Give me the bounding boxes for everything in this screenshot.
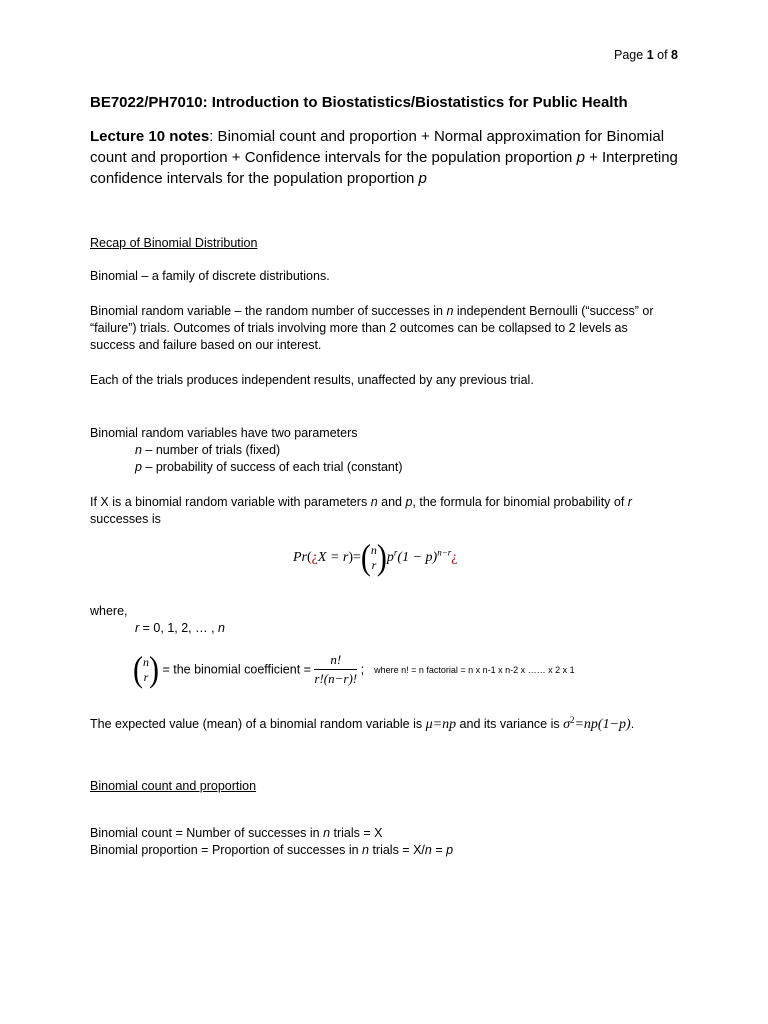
- rv-text-a: Binomial random variable – the random number of successes in: [90, 304, 447, 318]
- param-p: [135, 459, 403, 476]
- factorial-note: where n! = n factorial = n x n-1 x n-2 x …… x 2 x 1: [374, 664, 575, 675]
- formula-binom: ( n r ): [360, 537, 387, 578]
- formula-sup-nr: n−r: [437, 547, 452, 558]
- rv-n: n: [446, 304, 454, 318]
- formula-sup-r: r: [393, 547, 398, 558]
- coefficient-binom: ( n r ): [133, 649, 159, 689]
- lecture-label: Lecture 10 notes: [90, 128, 210, 145]
- formula-p: p: [386, 550, 394, 566]
- r-range: [135, 620, 225, 637]
- param-n: [135, 442, 280, 459]
- coef-text: = the binomial coefficient =: [159, 662, 315, 677]
- param-p-text: – probability of success of each trial (constant): [141, 460, 403, 474]
- params-intro: Binomial random variables have two parameters: [90, 426, 358, 440]
- expected-text-a: The expected value (mean) of a binomial random variable is: [90, 717, 426, 732]
- fi-p: p: [405, 495, 413, 509]
- coef-fraction: [314, 652, 357, 687]
- prop-text-c: =: [431, 843, 447, 857]
- formula-inv-q: ¿: [311, 550, 318, 566]
- formula-binom-top: n: [370, 543, 377, 557]
- lecture-topics-1: Binomial count and proportion + Normal approximation for Binomial count and proportion + Confidence intervals for the population proportion: [90, 128, 665, 166]
- param-n-symbol: n: [135, 443, 142, 457]
- lecture-heading: [90, 126, 680, 189]
- frac-denominator: r!(n−r)!: [314, 671, 358, 686]
- expected-text-b: and its variance is: [456, 717, 564, 732]
- prop-n: n: [362, 843, 369, 857]
- recap-heading: Recap of Binomial Distribution: [90, 236, 258, 250]
- param-p-symbol: p: [135, 460, 142, 474]
- page-word: Page: [614, 48, 644, 62]
- prop-p: p: [446, 843, 454, 857]
- prop-text-a: Binomial proportion = Proportion of successes in: [90, 843, 363, 857]
- independent-trials-text: Each of the trials produces independent results, unaffected by any previous trial.: [90, 373, 534, 387]
- mu-expression: μ=np: [425, 717, 457, 733]
- lecture-p-1: p: [576, 149, 585, 166]
- coef-semicolon: ;: [357, 662, 365, 677]
- rv-text-b: independent Bernoulli (“success” or: [453, 304, 654, 318]
- binomial-count-line: [90, 825, 383, 842]
- prop-text-b: trials = X/: [368, 843, 425, 857]
- binomial-proportion-line: [90, 842, 453, 859]
- r-symbol: r: [135, 621, 140, 635]
- count-text-b: trials = X: [330, 826, 383, 840]
- coef-top: n: [143, 654, 149, 669]
- coef-bottom: r: [143, 669, 149, 684]
- fi-and: and: [377, 495, 406, 509]
- count-prop-heading: Binomial count and proportion: [90, 779, 257, 793]
- fi-r: r: [627, 495, 632, 509]
- fi-a: If X is a binomial random variable with parameters: [90, 495, 371, 509]
- expected-value-line: [90, 712, 634, 733]
- page-of: of: [657, 48, 668, 62]
- formula-eq: )=: [348, 550, 361, 566]
- formula-intro-line-1: [90, 494, 632, 511]
- formula-pr: Pr: [293, 550, 307, 566]
- page-total: 8: [671, 48, 678, 62]
- r-range-text: = 0, 1, 2, … ,: [139, 621, 219, 635]
- fi-n: n: [370, 495, 378, 509]
- course-title: BE7022/PH7010: Introduction to Biostatistics/Biostatistics for Public Health: [90, 94, 628, 111]
- rv-definition-line-2: “failure”) trials. Outcomes of trials involving more than 2 outcomes can be collapsed to 2 levels as: [90, 321, 628, 335]
- lecture-colon: :: [209, 128, 214, 145]
- var-sigma: σ: [563, 717, 570, 733]
- binomial-family-text: Binomial – a family of discrete distributions.: [90, 269, 330, 283]
- expected-period: .: [630, 717, 635, 732]
- lecture-topics-2: + Interpreting confidence intervals for the population proportion: [90, 149, 678, 187]
- formula-x-eq-r: X = r: [317, 550, 349, 566]
- r-range-n: n: [218, 621, 225, 635]
- formula-binom-bottom: r: [371, 558, 377, 572]
- page-current: 1: [646, 48, 654, 62]
- binomial-probability-formula: Pr(¿X = r)=( n r )$p^r(1$ − $p)^{n-r}¿$: [293, 537, 458, 578]
- rv-definition-line-3: success and failure based on our interest.: [90, 338, 322, 352]
- formula-one-minus-p: (1 − p): [397, 550, 438, 566]
- rv-definition-line-1: [90, 303, 654, 320]
- fi-b: , the formula for binomial probability of: [412, 495, 628, 509]
- formula-intro-line-2: successes is: [90, 512, 161, 526]
- frac-numerator: n!: [314, 652, 357, 670]
- binomial-coefficient-line: [133, 649, 575, 689]
- var-expression: =np(1−p): [574, 717, 631, 733]
- page-number: [614, 47, 678, 64]
- prop-n-2: n: [424, 843, 432, 857]
- param-n-text: – number of trials (fixed): [141, 443, 281, 457]
- var-sup: 2: [569, 715, 575, 725]
- count-text-a: Binomial count = Number of successes in: [90, 826, 324, 840]
- count-n: n: [323, 826, 331, 840]
- where-label: where,: [90, 604, 128, 618]
- lecture-p-2: p: [418, 170, 427, 187]
- formula-inv-q-2: ¿: [451, 550, 458, 566]
